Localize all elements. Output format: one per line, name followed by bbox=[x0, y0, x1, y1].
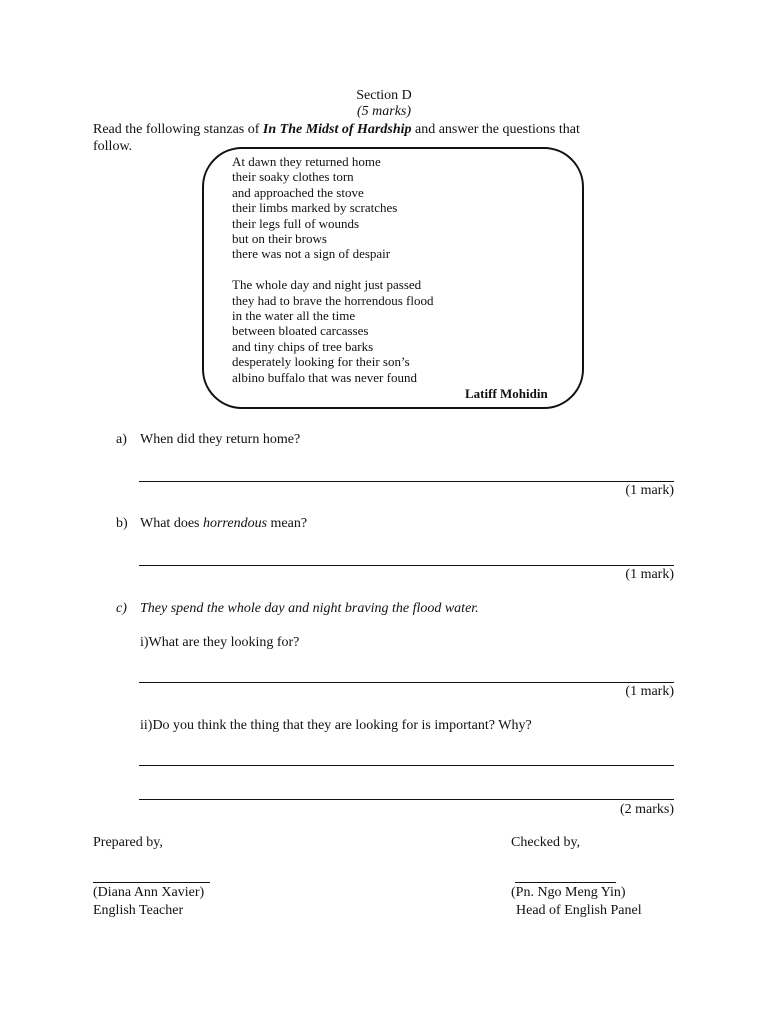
poem-line: and tiny chips of tree barks bbox=[232, 339, 374, 354]
question-c-statement: They spend the whole day and night braving the flood water. bbox=[140, 601, 479, 616]
poem-line: desperately looking for their son’s bbox=[232, 354, 410, 369]
poem-line: their legs full of wounds bbox=[232, 216, 360, 231]
question-c-ii-text: ii)Do you think the thing that they are looking for is important? Why? bbox=[140, 718, 532, 733]
question-c-i-text: i)What are they looking for? bbox=[140, 635, 300, 650]
section-title: Section D bbox=[356, 88, 412, 103]
poem-line: in the water all the time bbox=[232, 308, 356, 323]
question-b-marks: (1 mark) bbox=[625, 567, 674, 582]
question-b-italic: horrendous bbox=[202, 516, 268, 531]
question-c-ii-marks: (2 marks) bbox=[619, 802, 674, 817]
instruction bbox=[93, 122, 580, 138]
poem-title: In The Midst of Hardship bbox=[262, 122, 412, 137]
question-a-marks: (1 mark) bbox=[625, 483, 674, 498]
question-b-label: b) bbox=[116, 516, 128, 531]
prepared-signature-line bbox=[93, 882, 210, 883]
poem-line: there was not a sign of despair bbox=[232, 246, 391, 261]
answer-line-c-ii-1[interactable] bbox=[139, 765, 674, 766]
checked-name: (Pn. Ngo Meng Yin) bbox=[511, 885, 626, 900]
poem-line: At dawn they returned home bbox=[232, 154, 381, 169]
poem-line: between bloated carcasses bbox=[232, 323, 369, 338]
poem-line: but on their brows bbox=[232, 231, 327, 246]
checked-title: Head of English Panel bbox=[516, 903, 642, 918]
answer-line-c-i[interactable] bbox=[139, 682, 674, 683]
poem-line: The whole day and night just passed bbox=[232, 277, 422, 292]
answer-line-a[interactable] bbox=[139, 481, 674, 482]
poem-line: their limbs marked by scratches bbox=[232, 200, 398, 215]
instruction-prefix: Read the following stanzas of bbox=[93, 122, 263, 137]
question-c-i-marks: (1 mark) bbox=[625, 684, 674, 699]
prepared-label: Prepared by, bbox=[93, 835, 163, 850]
instruction-line2: follow. bbox=[93, 139, 133, 154]
poem-author: Latiff Mohidin bbox=[465, 386, 548, 401]
question-a-text: When did they return home? bbox=[140, 432, 301, 447]
prepared-title: English Teacher bbox=[93, 903, 184, 918]
question-b-post: mean? bbox=[267, 516, 308, 531]
question-a-label: a) bbox=[116, 432, 127, 447]
prepared-name: (Diana Ann Xavier) bbox=[93, 885, 205, 900]
poem-line: they had to brave the horrendous flood bbox=[232, 293, 434, 308]
poem-line: and approached the stove bbox=[232, 185, 364, 200]
answer-line-b[interactable] bbox=[139, 565, 674, 566]
question-b-text bbox=[140, 516, 307, 532]
question-b-pre: What does bbox=[140, 516, 203, 531]
section-marks: (5 marks) bbox=[356, 104, 412, 119]
poem-line: albino buffalo that was never found bbox=[232, 370, 417, 385]
question-c-label: c) bbox=[116, 601, 127, 616]
poem-line: their soaky clothes torn bbox=[232, 169, 354, 184]
answer-line-c-ii-2[interactable] bbox=[139, 799, 674, 800]
instruction-suffix: and answer the questions that bbox=[411, 122, 580, 137]
checked-label: Checked by, bbox=[511, 835, 581, 850]
checked-signature-line bbox=[515, 882, 616, 883]
